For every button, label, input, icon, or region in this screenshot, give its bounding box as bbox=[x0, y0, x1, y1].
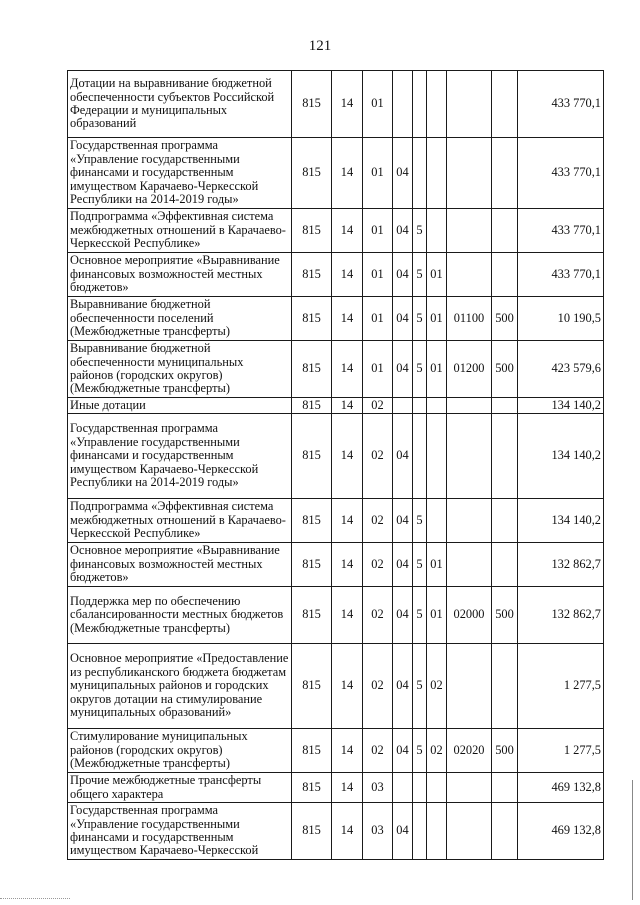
row-code-c4: 04 bbox=[393, 587, 413, 644]
table-row bbox=[68, 297, 604, 341]
row-code-c2: 14 bbox=[332, 587, 363, 644]
row-code-c5 bbox=[413, 803, 427, 860]
row-code-c5: 5 bbox=[413, 587, 427, 644]
row-amount: 433 770,1 bbox=[518, 253, 604, 297]
table-row bbox=[68, 71, 604, 138]
row-code-c3: 02 bbox=[363, 543, 393, 587]
row-amount: 134 140,2 bbox=[518, 398, 604, 414]
row-amount: 132 862,7 bbox=[518, 587, 604, 644]
row-amount: 433 770,1 bbox=[518, 138, 604, 209]
row-amount: 433 770,1 bbox=[518, 71, 604, 138]
row-code-c8 bbox=[492, 543, 518, 587]
row-code-c3: 01 bbox=[363, 138, 393, 209]
row-code-c2: 14 bbox=[332, 729, 363, 773]
row-code-c1: 815 bbox=[292, 729, 332, 773]
row-code-c6: 01 bbox=[427, 253, 447, 297]
row-code-c7 bbox=[447, 138, 492, 209]
row-code-c1: 815 bbox=[292, 253, 332, 297]
row-code-c4: 04 bbox=[393, 499, 413, 543]
row-name: Иные дотации bbox=[68, 398, 292, 414]
table-row bbox=[68, 499, 604, 543]
row-amount: 10 190,5 bbox=[518, 297, 604, 341]
row-code-c5: 5 bbox=[413, 253, 427, 297]
row-amount: 1 277,5 bbox=[518, 729, 604, 773]
row-code-c3: 01 bbox=[363, 209, 393, 253]
row-code-c5: 5 bbox=[413, 543, 427, 587]
table-body bbox=[68, 71, 604, 860]
row-code-c2: 14 bbox=[332, 253, 363, 297]
row-code-c8: 500 bbox=[492, 341, 518, 398]
row-code-c3: 02 bbox=[363, 587, 393, 644]
row-code-c2: 14 bbox=[332, 297, 363, 341]
row-code-c6: 01 bbox=[427, 297, 447, 341]
row-code-c1: 815 bbox=[292, 587, 332, 644]
table-row bbox=[68, 543, 604, 587]
row-code-c8: 500 bbox=[492, 729, 518, 773]
row-code-c1: 815 bbox=[292, 341, 332, 398]
row-name: Выравнивание бюджетной обеспеченности поселений (Межбюджетные трансферты) bbox=[68, 297, 292, 341]
row-code-c6: 02 bbox=[427, 729, 447, 773]
row-code-c5 bbox=[413, 71, 427, 138]
row-code-c2: 14 bbox=[332, 543, 363, 587]
table-row bbox=[68, 138, 604, 209]
row-amount: 433 770,1 bbox=[518, 209, 604, 253]
table-row bbox=[68, 341, 604, 398]
row-code-c8 bbox=[492, 644, 518, 729]
row-code-c5: 5 bbox=[413, 499, 427, 543]
row-name: Поддержка мер по обеспечению сбалансированности местных бюджетов (Межбюджетные трансферты) bbox=[68, 587, 292, 644]
row-code-c5: 5 bbox=[413, 297, 427, 341]
row-code-c7: 01200 bbox=[447, 341, 492, 398]
row-code-c2: 14 bbox=[332, 138, 363, 209]
table-row bbox=[68, 253, 604, 297]
row-code-c4: 04 bbox=[393, 803, 413, 860]
row-code-c6: 01 bbox=[427, 341, 447, 398]
row-code-c7 bbox=[447, 499, 492, 543]
row-code-c2: 14 bbox=[332, 499, 363, 543]
table-row bbox=[68, 209, 604, 253]
row-code-c4 bbox=[393, 71, 413, 138]
row-name: Прочие межбюджетные трансферты общего характера bbox=[68, 773, 292, 803]
row-code-c1: 815 bbox=[292, 71, 332, 138]
row-code-c5 bbox=[413, 398, 427, 414]
row-code-c8 bbox=[492, 71, 518, 138]
row-code-c8 bbox=[492, 773, 518, 803]
row-code-c3: 02 bbox=[363, 398, 393, 414]
row-code-c1: 815 bbox=[292, 209, 332, 253]
row-code-c7 bbox=[447, 803, 492, 860]
row-code-c2: 14 bbox=[332, 71, 363, 138]
row-code-c8 bbox=[492, 499, 518, 543]
row-code-c6 bbox=[427, 138, 447, 209]
row-code-c4: 04 bbox=[393, 414, 413, 499]
row-code-c3: 01 bbox=[363, 71, 393, 138]
row-code-c2: 14 bbox=[332, 773, 363, 803]
row-code-c7 bbox=[447, 543, 492, 587]
row-name: Государственная программа «Управление государственными финансами и государственным имуществом Карачаево-Черкесской Республики на 2014-2019 годы» bbox=[68, 414, 292, 499]
row-code-c1: 815 bbox=[292, 543, 332, 587]
row-code-c5 bbox=[413, 138, 427, 209]
row-code-c3: 01 bbox=[363, 253, 393, 297]
row-code-c1: 815 bbox=[292, 499, 332, 543]
row-code-c6: 01 bbox=[427, 543, 447, 587]
row-code-c8 bbox=[492, 398, 518, 414]
row-code-c7: 02000 bbox=[447, 587, 492, 644]
row-code-c3: 02 bbox=[363, 729, 393, 773]
table-row bbox=[68, 773, 604, 803]
row-code-c2: 14 bbox=[332, 341, 363, 398]
row-name: Стимулирование муниципальных районов (городских округов) (Межбюджетные трансферты) bbox=[68, 729, 292, 773]
row-name: Дотации на выравнивание бюджетной обеспеченности субъектов Российской Федерации и муниципальных образований bbox=[68, 71, 292, 138]
footer-dotted-mark bbox=[0, 898, 70, 900]
row-code-c6 bbox=[427, 398, 447, 414]
row-code-c8: 500 bbox=[492, 297, 518, 341]
row-code-c5 bbox=[413, 414, 427, 499]
row-name: Выравнивание бюджетной обеспеченности муниципальных районов (городских округов) (Межбюджетные трансферты) bbox=[68, 341, 292, 398]
row-code-c5: 5 bbox=[413, 644, 427, 729]
row-code-c6 bbox=[427, 209, 447, 253]
row-code-c6 bbox=[427, 803, 447, 860]
row-code-c2: 14 bbox=[332, 414, 363, 499]
row-code-c1: 815 bbox=[292, 414, 332, 499]
row-code-c4: 04 bbox=[393, 138, 413, 209]
row-code-c3: 02 bbox=[363, 414, 393, 499]
row-code-c4: 04 bbox=[393, 644, 413, 729]
row-code-c4: 04 bbox=[393, 729, 413, 773]
scan-edge-line bbox=[632, 780, 633, 900]
row-code-c3: 01 bbox=[363, 297, 393, 341]
row-name: Основное мероприятие «Выравнивание финансовых возможностей местных бюджетов» bbox=[68, 543, 292, 587]
row-code-c5: 5 bbox=[413, 209, 427, 253]
table-row bbox=[68, 644, 604, 729]
row-name: Основное мероприятие «Предоставление из республиканского бюджета бюджетам муниципальных районов и городских округов дотации на стимулирование муниципальных образований» bbox=[68, 644, 292, 729]
row-code-c7 bbox=[447, 644, 492, 729]
table-row bbox=[68, 587, 604, 644]
row-amount: 469 132,8 bbox=[518, 803, 604, 860]
row-code-c7: 02020 bbox=[447, 729, 492, 773]
row-code-c1: 815 bbox=[292, 398, 332, 414]
row-code-c4 bbox=[393, 773, 413, 803]
row-code-c2: 14 bbox=[332, 398, 363, 414]
row-code-c8 bbox=[492, 414, 518, 499]
budget-table bbox=[67, 70, 604, 860]
row-code-c4: 04 bbox=[393, 341, 413, 398]
row-amount: 132 862,7 bbox=[518, 543, 604, 587]
row-code-c1: 815 bbox=[292, 773, 332, 803]
row-code-c2: 14 bbox=[332, 644, 363, 729]
row-code-c4: 04 bbox=[393, 253, 413, 297]
row-code-c5: 5 bbox=[413, 341, 427, 398]
row-code-c8 bbox=[492, 803, 518, 860]
row-code-c6 bbox=[427, 414, 447, 499]
row-code-c4: 04 bbox=[393, 209, 413, 253]
table-row bbox=[68, 414, 604, 499]
page-number: 121 bbox=[308, 38, 332, 54]
row-code-c7: 01100 bbox=[447, 297, 492, 341]
row-code-c3: 02 bbox=[363, 499, 393, 543]
row-code-c6 bbox=[427, 773, 447, 803]
row-name: Подпрограмма «Эффективная система межбюджетных отношений в Карачаево-Черкесской Республике» bbox=[68, 209, 292, 253]
row-amount: 1 277,5 bbox=[518, 644, 604, 729]
row-code-c4: 04 bbox=[393, 297, 413, 341]
row-code-c5 bbox=[413, 773, 427, 803]
row-code-c1: 815 bbox=[292, 138, 332, 209]
row-name: Подпрограмма «Эффективная система межбюджетных отношений в Карачаево-Черкесской Республике» bbox=[68, 499, 292, 543]
row-code-c3: 01 bbox=[363, 341, 393, 398]
table-row bbox=[68, 398, 604, 414]
row-code-c7 bbox=[447, 209, 492, 253]
row-code-c3: 02 bbox=[363, 644, 393, 729]
row-code-c8 bbox=[492, 138, 518, 209]
row-code-c7 bbox=[447, 414, 492, 499]
row-code-c8 bbox=[492, 209, 518, 253]
row-code-c2: 14 bbox=[332, 803, 363, 860]
row-amount: 134 140,2 bbox=[518, 414, 604, 499]
row-code-c6: 02 bbox=[427, 644, 447, 729]
row-code-c3: 03 bbox=[363, 803, 393, 860]
row-code-c5: 5 bbox=[413, 729, 427, 773]
row-code-c8 bbox=[492, 253, 518, 297]
row-amount: 134 140,2 bbox=[518, 499, 604, 543]
row-code-c8: 500 bbox=[492, 587, 518, 644]
row-code-c7 bbox=[447, 253, 492, 297]
row-name: Основное мероприятие «Выравнивание финансовых возможностей местных бюджетов» bbox=[68, 253, 292, 297]
row-code-c4: 04 bbox=[393, 543, 413, 587]
row-code-c4 bbox=[393, 398, 413, 414]
row-code-c6 bbox=[427, 499, 447, 543]
table-row bbox=[68, 803, 604, 860]
row-code-c3: 03 bbox=[363, 773, 393, 803]
row-code-c7 bbox=[447, 71, 492, 138]
row-code-c6: 01 bbox=[427, 587, 447, 644]
row-code-c1: 815 bbox=[292, 297, 332, 341]
row-code-c1: 815 bbox=[292, 644, 332, 729]
row-amount: 423 579,6 bbox=[518, 341, 604, 398]
row-code-c7 bbox=[447, 773, 492, 803]
table-row bbox=[68, 729, 604, 773]
row-code-c6 bbox=[427, 71, 447, 138]
row-name: Государственная программа «Управление государственными финансами и государственным имуществом Карачаево-Черкесской Республики на 2014-2019 годы» bbox=[68, 138, 292, 209]
row-code-c1: 815 bbox=[292, 803, 332, 860]
row-amount: 469 132,8 bbox=[518, 773, 604, 803]
row-code-c7 bbox=[447, 398, 492, 414]
row-code-c2: 14 bbox=[332, 209, 363, 253]
row-name: Государственная программа «Управление государственными финансами и государственным имуществом Карачаево-Черкесской bbox=[68, 803, 292, 860]
